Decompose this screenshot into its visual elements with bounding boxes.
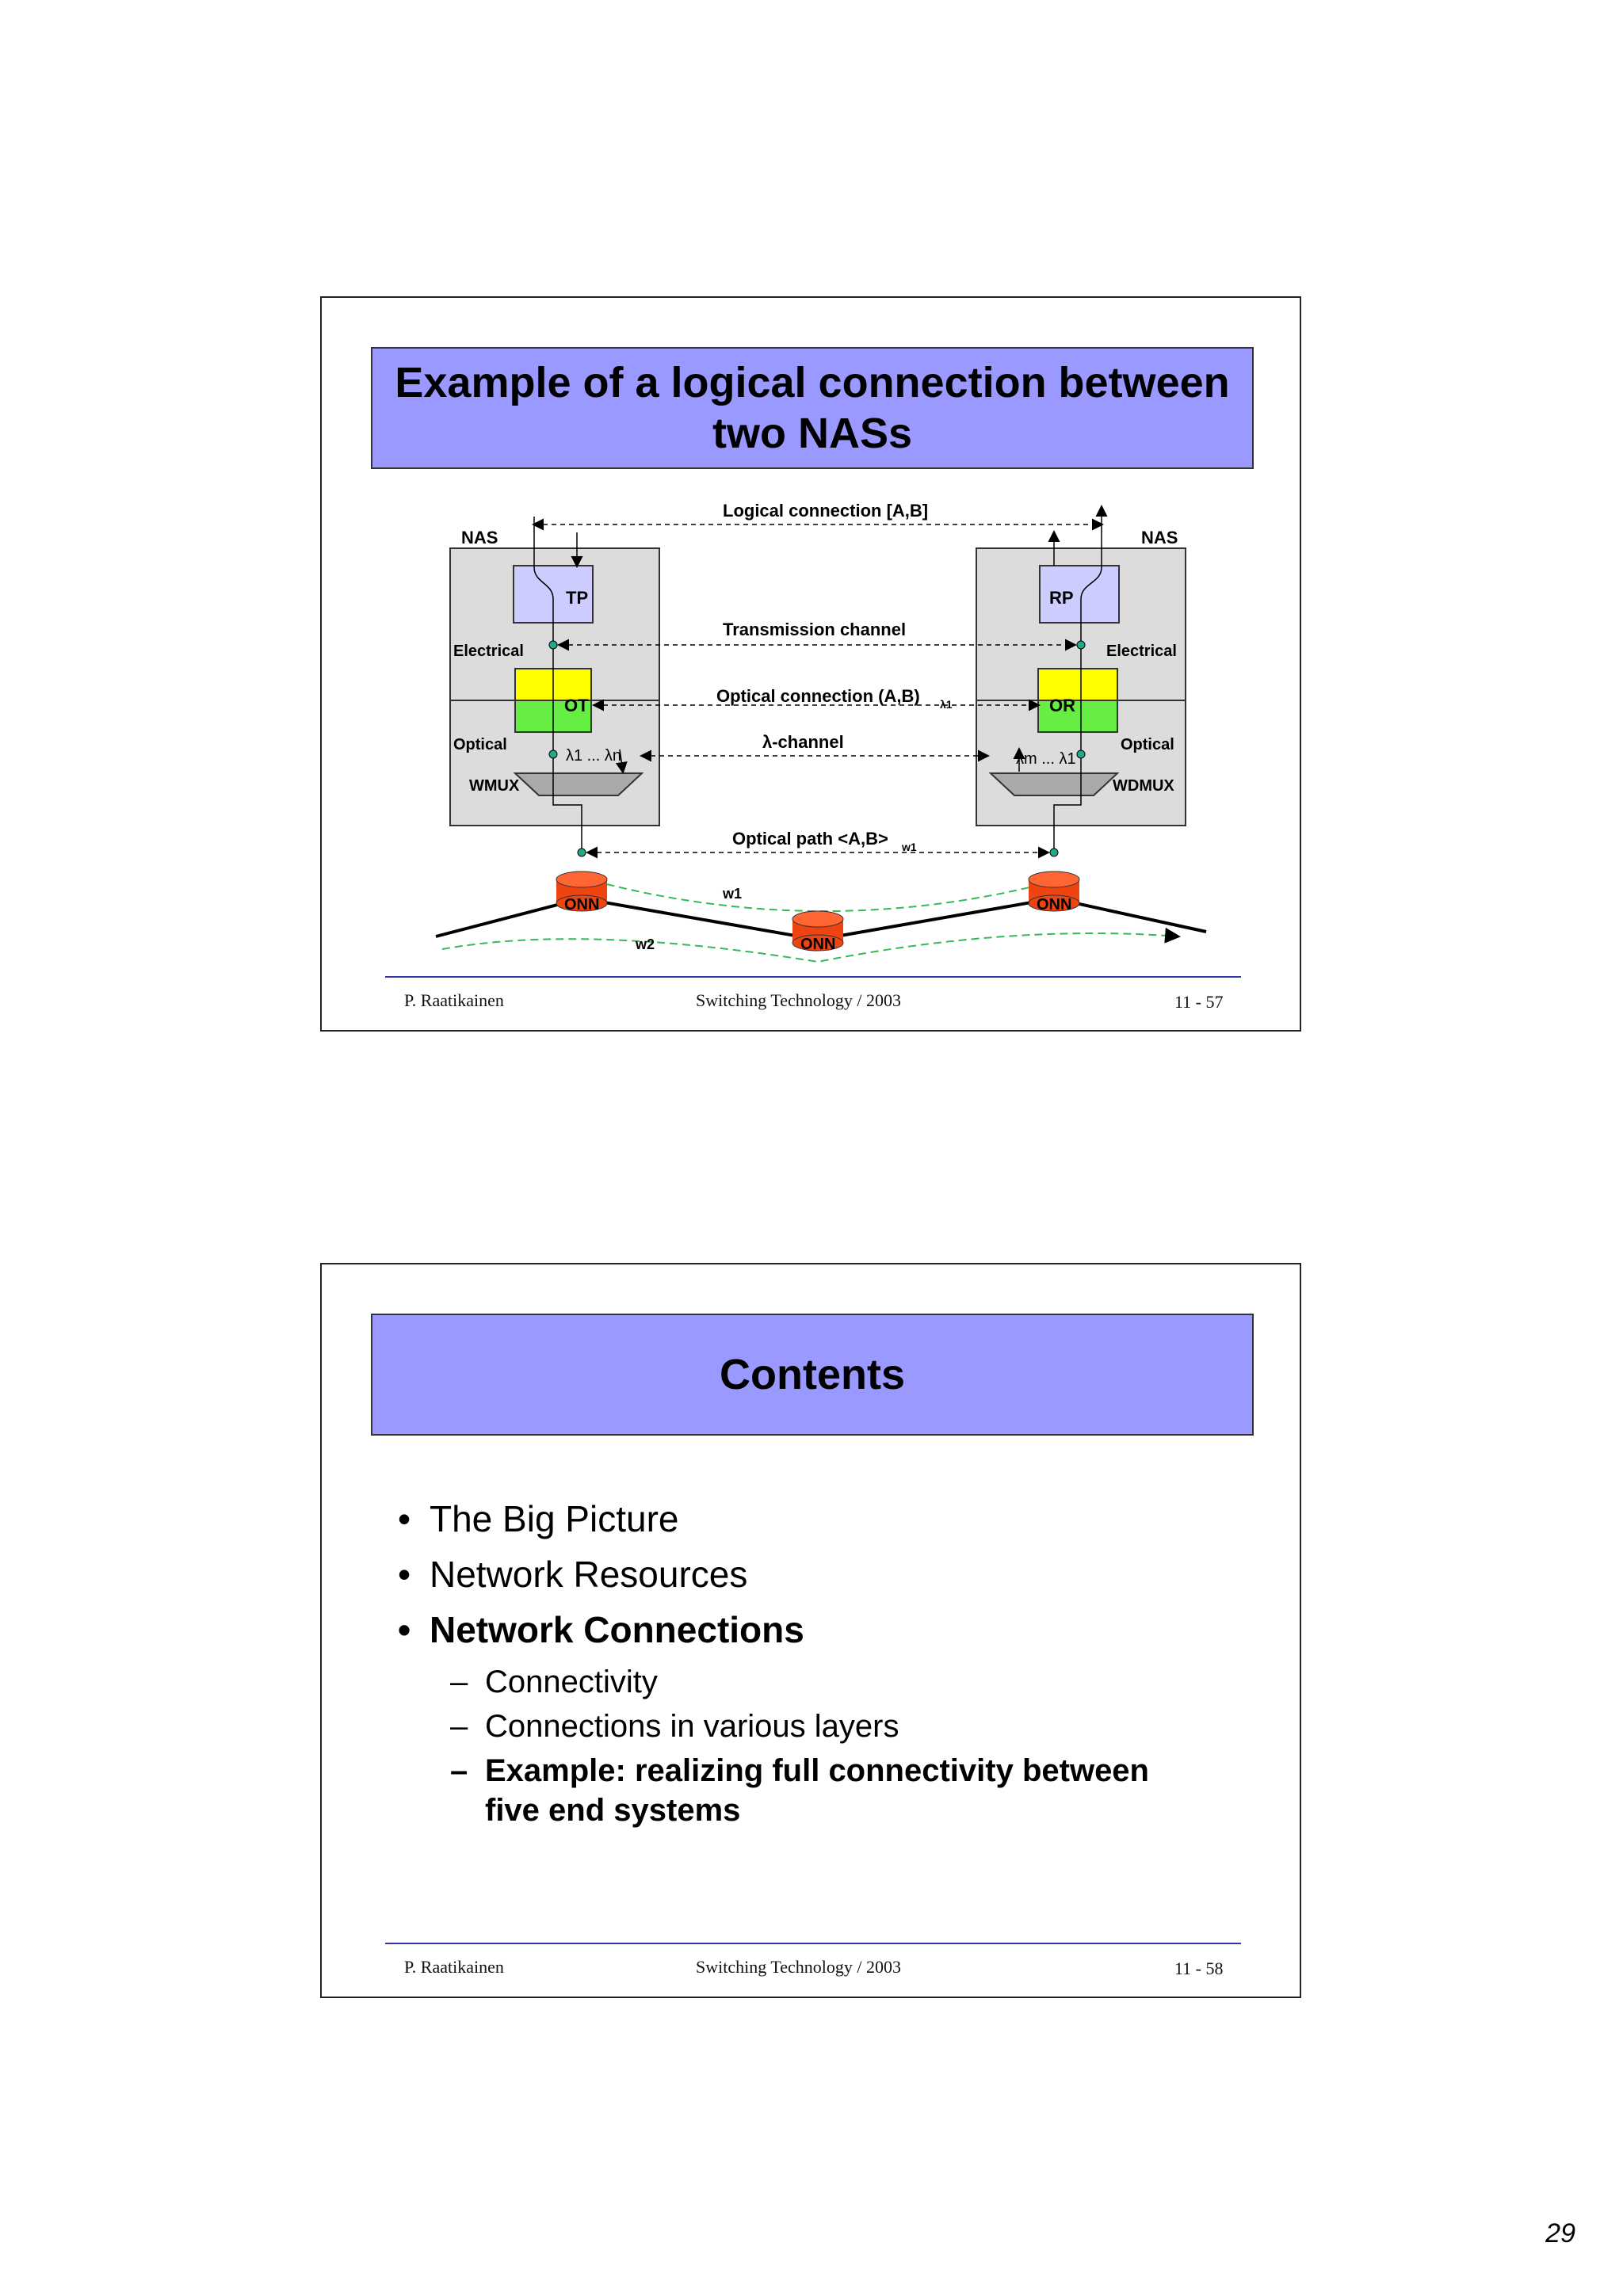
footer-slide-number: 11 - 57: [1174, 992, 1224, 1012]
label-optical-connection: Optical connection (A,B): [716, 686, 920, 706]
sub-list-item: – Connections in various layers: [450, 1709, 899, 1744]
label-lambda-left: λ1 ... λn: [566, 747, 622, 765]
footer-course: Switching Technology / 2003: [696, 990, 901, 1010]
slide-title: Example of a logical connection between two NASs: [395, 359, 1230, 457]
label-lambda-channel: λ-channel: [762, 732, 844, 752]
label-w2: w2: [636, 936, 655, 952]
path-w1: [594, 881, 1043, 911]
label-electrical-left: Electrical: [453, 643, 524, 660]
sub-list-item: – Connectivity: [450, 1665, 658, 1699]
label-ot: OT: [564, 696, 589, 715]
label-w1: w1: [723, 886, 743, 902]
label-or: OR: [1049, 696, 1075, 715]
label-wmux: WMUX: [469, 777, 520, 795]
footer-author: P. Raatikainen: [404, 1957, 504, 1977]
label-lambda-right: λm ... λ1: [1016, 750, 1076, 768]
slide-title: Contents: [720, 1351, 905, 1398]
label-onn-left: ONN: [564, 896, 600, 913]
label-tp: TP: [566, 588, 589, 608]
footer-slide-number: 11 - 58: [1174, 1958, 1224, 1978]
label-nas-left: NAS: [461, 528, 498, 547]
footer-divider: [385, 1943, 1241, 1944]
footer-course: Switching Technology / 2003: [696, 1957, 901, 1977]
label-nas-right: NAS: [1141, 528, 1178, 547]
label-optical-path-sub: w1: [902, 841, 917, 853]
label-wdmux: WDMUX: [1113, 777, 1174, 795]
label-onn-mid: ONN: [800, 936, 836, 953]
label-optical-connection-sub: λ1: [940, 698, 953, 711]
label-optical-left: Optical: [453, 736, 507, 753]
contents-list: [398, 1491, 1198, 1830]
sub-list-item-current: – Example: realizing full connectivity between five end systems: [450, 1753, 1149, 1828]
label-logical-connection: Logical connection [A,B]: [723, 501, 929, 521]
list-item: • The Big Picture: [398, 1498, 679, 1539]
label-rp: RP: [1049, 588, 1074, 608]
list-item-current: • Network Connections: [398, 1609, 804, 1650]
page-number: 29: [1545, 2218, 1575, 2248]
label-optical-right: Optical: [1121, 736, 1174, 753]
nas-connection-diagram: [322, 298, 1303, 953]
slide-57: [320, 296, 1301, 1032]
label-transmission-channel: Transmission channel: [723, 620, 907, 639]
footer-author: P. Raatikainen: [404, 990, 504, 1010]
slide-58: [320, 1263, 1301, 1998]
slide-title-box: [371, 1314, 1254, 1436]
label-optical-path: Optical path <A,B>: [732, 829, 888, 849]
label-onn-right: ONN: [1037, 896, 1072, 913]
label-electrical-right: Electrical: [1106, 643, 1177, 660]
list-item: • Network Resources: [398, 1554, 748, 1595]
footer-divider: [385, 976, 1241, 978]
